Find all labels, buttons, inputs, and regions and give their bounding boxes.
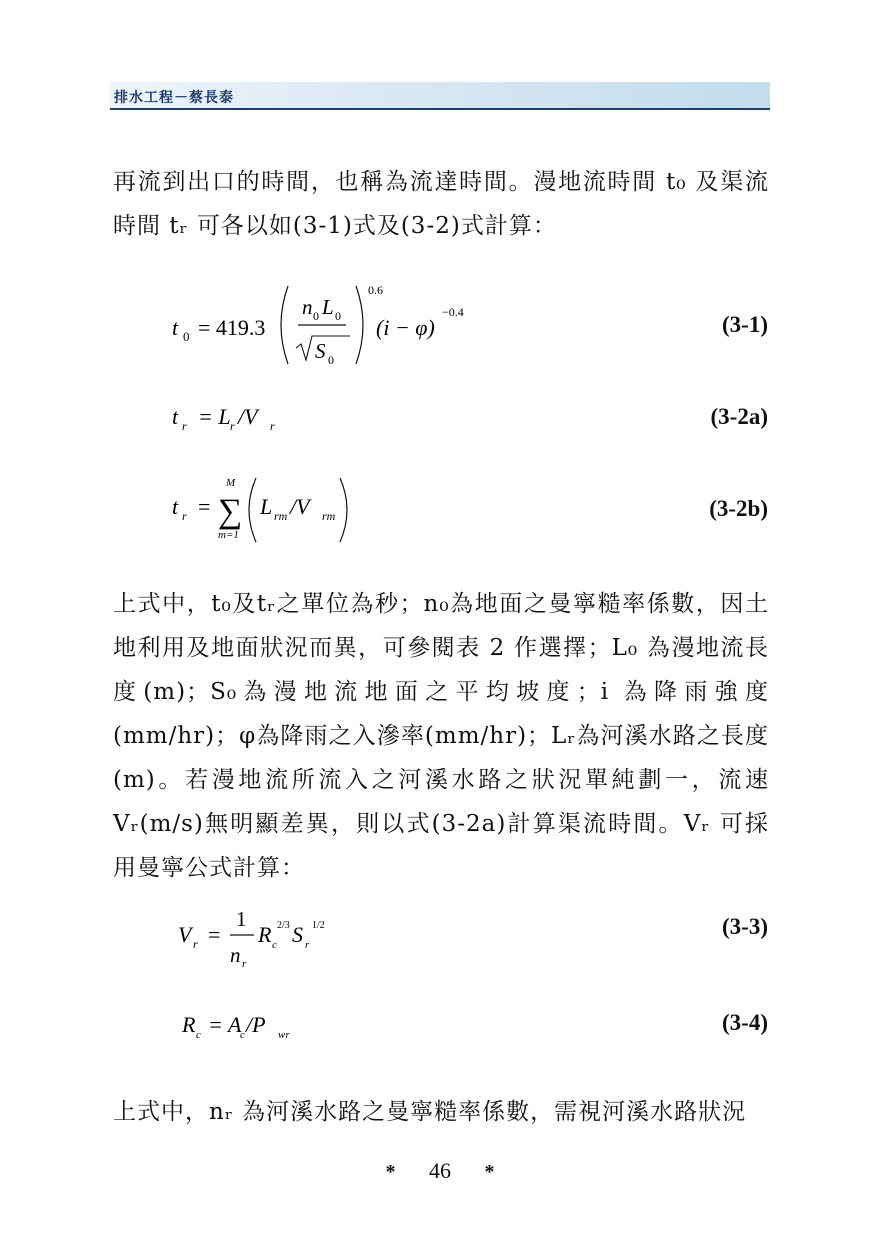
eq3-S-sub: r	[305, 939, 310, 951]
equation-3-4	[160, 1006, 380, 1042]
eq4-lhs: R	[182, 1012, 196, 1037]
eq2a-lhs: t	[172, 404, 179, 429]
eq3-R: R	[258, 922, 272, 947]
eq1-num-L-sub: 0	[335, 309, 341, 323]
eq2b-left-paren	[249, 478, 256, 542]
eq1-exp1: 0.6	[368, 283, 383, 297]
eq1-right-paren	[356, 286, 363, 364]
eq3-lhs-sub: r	[193, 937, 198, 951]
eq1-lhs: t	[172, 315, 179, 340]
equation-number-3-1: (3-1)	[722, 312, 768, 337]
equation-3-3	[160, 900, 400, 972]
page-footer	[0, 1158, 880, 1184]
eq2b-rhs2: /V	[290, 494, 310, 519]
eq2a-rhs1-sub: r	[230, 419, 235, 433]
eq2b-lhs: t	[172, 494, 179, 519]
equation-3-2a	[160, 398, 360, 434]
footer-star-left: *	[385, 1161, 396, 1183]
eq1-left-paren	[281, 286, 288, 364]
paragraph-intro: 再流到出口的時間，也稱為流達時間。漫地流時間 t₀ 及渠流時間 tᵣ 可各以如(3-1)式及(3-2)式計算：	[113, 169, 769, 239]
eq4-rhs2: /P	[246, 1012, 266, 1037]
eq1-num-L: L	[322, 295, 334, 319]
eq2a-rhs2: /V	[238, 404, 258, 429]
equation-number-3-4: (3-4)	[722, 1010, 768, 1035]
eq3-lhs: V	[178, 922, 192, 947]
eq1-num-n-sub: 0	[313, 309, 319, 323]
running-header	[110, 82, 770, 110]
paragraph-closing: 上式中，nᵣ 為河溪水路之曼寧糙率係數，需視河溪水路狀況	[113, 1099, 747, 1125]
eq2b-sum-bot: m=1	[218, 529, 239, 541]
eq2b-right-paren	[340, 478, 347, 542]
equation-3-1	[160, 280, 500, 370]
eq4-rhs2-sub: wr	[278, 1029, 290, 1041]
equation-number-3-3: (3-3)	[722, 914, 768, 939]
eq4-lhs-sub: c	[196, 1029, 201, 1041]
paragraph-definitions: 上式中，t₀及tᵣ之單位為秒；n₀為地面之曼寧糙率係數，因土地利用及地面狀況而異，可參閱表 2 作選擇；L₀ 為漫地流長度(m)；S₀為漫地流地面之平均坡度；i 為降雨強度(mm/hr)；φ為降雨之入滲率(mm/hr)；Lᵣ為河溪水路之長度(m)。若漫地流所流入之河溪水路之狀況單純劃一，流速 Vᵣ(m/s)無明顯差異，則以式(3-2a)計算渠流時間。Vᵣ 可採用曼寧公式計算：	[113, 591, 769, 881]
eq2b-eq: =	[198, 494, 211, 519]
eq2b-rhs2-sub: rm	[322, 509, 336, 523]
eq3-R-sub: c	[272, 939, 277, 951]
eq2b-rhs1: L	[260, 494, 273, 519]
eq3-den: n	[230, 943, 241, 967]
eq1-lhs-sub: 0	[183, 329, 190, 344]
eq2a-rhs1: = L	[198, 404, 231, 429]
eq4-rhs1: = A	[208, 1012, 242, 1037]
equation-3-2b	[160, 470, 400, 550]
eq4-rhs1-sub: c	[240, 1029, 245, 1041]
eq2b-sigma: ∑	[218, 493, 243, 530]
header-title: 排水工程－蔡長泰	[114, 90, 234, 106]
eq1-den-S: S	[315, 339, 326, 363]
eq2b-rhs1-sub: rm	[274, 509, 288, 523]
eq3-R-exp: 2/3	[277, 920, 290, 931]
eq2b-sum-top: M	[226, 477, 236, 489]
footer-star-right: *	[484, 1161, 495, 1183]
equation-number-3-2a: (3-2a)	[710, 404, 768, 429]
eq3-num: 1	[236, 907, 247, 931]
page-number: 46	[429, 1158, 451, 1183]
equation-number-3-2b: (3-2b)	[709, 496, 768, 521]
eq2b-lhs-sub: r	[182, 509, 187, 523]
eq3-S-exp: 1/2	[312, 920, 325, 931]
eq1-num-n: n	[302, 295, 313, 319]
eq1-den-S-sub: 0	[328, 353, 334, 367]
eq3-S: S	[292, 922, 303, 947]
eq3-eq: =	[208, 922, 221, 947]
eq2a-rhs2-sub: r	[270, 419, 275, 433]
eq1-coef: = 419.3	[198, 315, 266, 340]
eq2a-lhs-sub: r	[182, 419, 187, 433]
eq1-exp2: −0.4	[442, 305, 464, 319]
eq1-mid: (i − φ)	[376, 315, 435, 340]
eq3-den-sub: r	[242, 958, 247, 970]
